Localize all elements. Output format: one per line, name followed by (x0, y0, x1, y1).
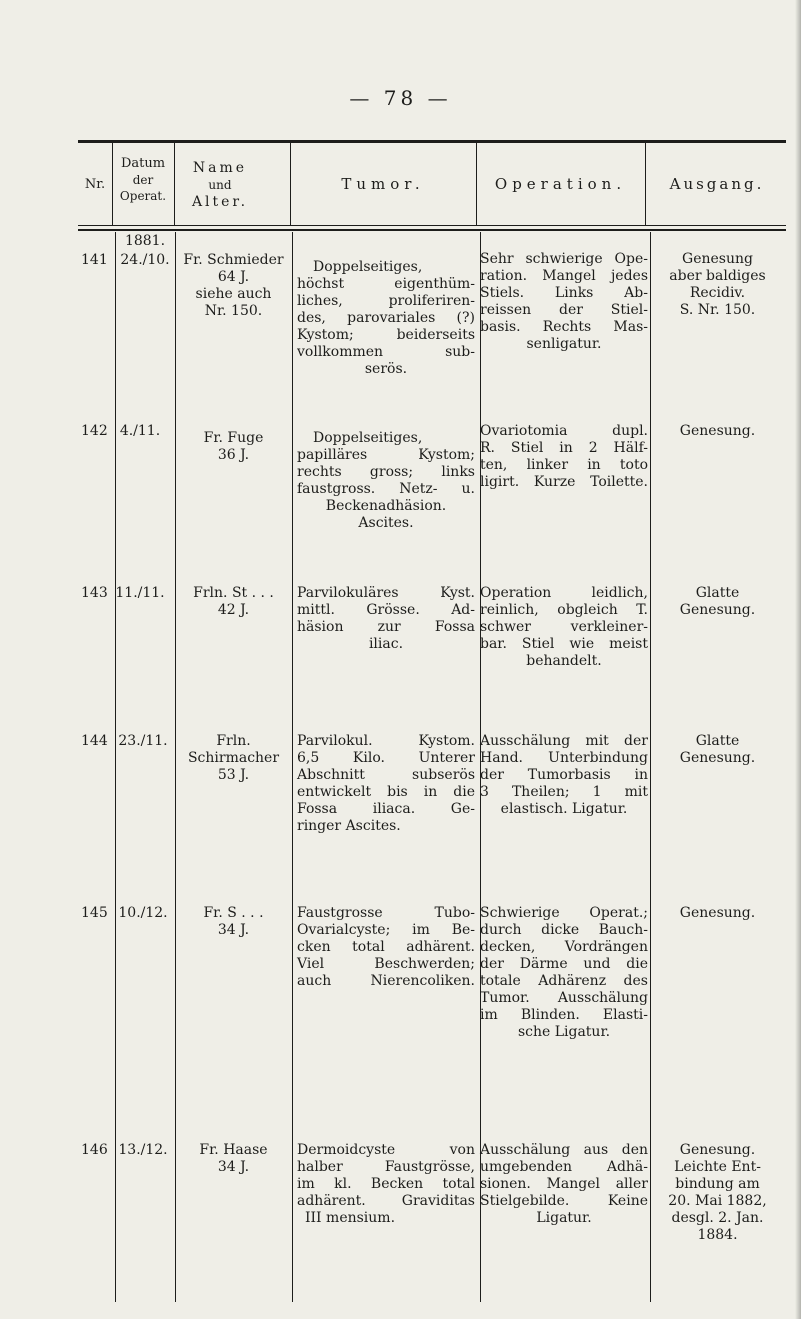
row-tumor-line: Doppelseitiges, (313, 259, 423, 275)
row-name-line: siehe auch (195, 286, 272, 302)
row-tumor-line: 6,5 Kilo. Unterer (297, 750, 475, 766)
row-date: 24./10. (120, 252, 170, 268)
row-operation-line: elastisch. Ligatur. (500, 801, 628, 817)
row-tumor-line: adhärent. Graviditas (297, 1193, 475, 1209)
row-operation-line: decken, Vordrängen (480, 939, 648, 955)
header-name-line: Name (192, 160, 248, 176)
row-tumor-line: auch Nierencoliken. (297, 973, 475, 989)
row-operation-line: senligatur. (526, 336, 602, 352)
row-name (175, 252, 292, 320)
row-outcome-line: 1884. (697, 1227, 738, 1243)
header-tumor: Tumor. (341, 175, 425, 193)
row-tumor-line: papilläres Kystom; (297, 447, 475, 463)
row-name-line: 34 J. (217, 922, 250, 938)
row-tumor (297, 905, 475, 990)
row-name-line: Fr. S . . . (203, 905, 264, 921)
row-tumor-line: häsion zur Fossa (297, 619, 475, 635)
row-outcome (650, 251, 785, 319)
row-date: 10./12. (118, 905, 168, 921)
row-name-line: Frln. (216, 733, 251, 749)
header-ausgang: Ausgang. (669, 175, 765, 193)
row-date: 23./11. (118, 733, 168, 749)
row-outcome-line: Genesung. (679, 750, 756, 766)
row-operation (480, 905, 648, 1041)
year-label: 1881. (124, 233, 166, 249)
row-name-line: Fr. Haase (199, 1142, 268, 1158)
row-name (175, 585, 292, 619)
row-operation (480, 1142, 648, 1227)
row-operation-line: reissen der Stiel- (480, 302, 648, 318)
row-operation-line: reinlich, obgleich T. (480, 602, 648, 618)
row-tumor-line: Dermoidcyste von (297, 1142, 475, 1158)
row-tumor (297, 430, 475, 532)
row-nr: 141 (81, 252, 108, 268)
row-operation-line: der Därme und die (480, 956, 648, 972)
row-outcome-line: Genesung. (679, 602, 756, 618)
row-operation-line: R. Stiel in 2 Hälf- (480, 440, 648, 456)
row-name-line: Nr. 150. (204, 303, 263, 319)
row-name (175, 905, 292, 939)
row-tumor-line: mittl. Grösse. Ad- (297, 602, 475, 618)
header-bottom-rule (78, 225, 786, 226)
row-operation-line: Schwierige Operat.; (480, 905, 648, 921)
row-outcome-line: bindung am (675, 1176, 760, 1192)
row-tumor-line: halber Faustgrösse, (297, 1159, 475, 1175)
row-operation-line: basis. Rechts Mas- (480, 319, 648, 335)
header-name-line: Alter. (191, 194, 249, 210)
row-operation-line: totale Adhärenz des (480, 973, 648, 989)
row-operation-line: Ausschälung aus den (480, 1142, 648, 1158)
header-datum (112, 156, 174, 204)
row-date: 11./11. (115, 585, 165, 601)
row-name-line: 42 J. (217, 602, 250, 618)
row-name-line: 53 J. (217, 767, 250, 783)
row-operation-line: Tumor. Ausschälung (480, 990, 648, 1006)
table-top-rule (78, 140, 786, 143)
row-operation-line: Sehr schwierige Ope- (480, 251, 648, 267)
row-tumor-line: Doppelseitiges, (313, 430, 423, 446)
row-operation-line: Stielgebilde. Keine (480, 1193, 648, 1209)
row-operation-line: ligirt. Kurze Toilette. (480, 474, 648, 490)
row-operation-line: Hand. Unterbindung (480, 750, 648, 766)
row-outcome-line: aber baldiges (669, 268, 766, 284)
row-outcome (650, 585, 785, 619)
row-tumor-line: Abschnitt subserös (297, 767, 475, 783)
row-outcome-line: Genesung. (679, 905, 756, 921)
row-operation-line: 3 Theilen; 1 mit (480, 784, 648, 800)
header-operation: Operation. (494, 175, 627, 193)
row-nr: 142 (81, 423, 108, 439)
row-operation-line: Ausschälung mit der (480, 733, 648, 749)
row-outcome-line: Leichte Ent- (674, 1159, 761, 1175)
row-name-line: Fr. Schmieder (183, 252, 284, 268)
row-tumor-line: Viel Beschwerden; (297, 956, 475, 972)
row-operation-line: sionen. Mangel aller (480, 1176, 648, 1192)
row-outcome-line: Genesung. (679, 1142, 756, 1158)
header-bottom-rule-2 (78, 229, 786, 231)
row-operation-line: Stiels. Links Ab- (480, 285, 648, 301)
row-outcome-line: Glatte (695, 585, 740, 601)
col-divider (645, 143, 646, 225)
row-operation-line: Ligatur. (536, 1210, 592, 1226)
row-name-line: Frln. St . . . (193, 585, 274, 601)
row-operation-line: ration. Mangel jedes (480, 268, 648, 284)
row-name-line: 36 J. (217, 447, 250, 463)
row-outcome-line: S. Nr. 150. (679, 302, 756, 318)
row-tumor (297, 259, 475, 378)
row-tumor-line: rechts gross; links (297, 464, 475, 480)
row-nr: 146 (81, 1142, 108, 1158)
row-outcome-line: Genesung. (679, 423, 756, 439)
header-datum-line: Datum (120, 156, 166, 171)
row-name (175, 733, 292, 784)
row-operation-line: ten, linker in toto (480, 457, 648, 473)
header-datum-line: der (132, 173, 154, 187)
row-operation-line: Operation leidlich, (480, 585, 648, 601)
header-name-line: und (208, 178, 232, 192)
row-outcome-line: Recidiv. (689, 285, 746, 301)
row-operation-line: behandelt. (526, 653, 602, 669)
row-operation (480, 251, 648, 353)
row-operation (480, 423, 648, 491)
row-tumor-line: Ascites. (358, 515, 414, 531)
row-tumor-line: cken total adhärent. (297, 939, 475, 955)
row-operation-line: Ovariotomia dupl. (480, 423, 648, 439)
page-edge-shadow (795, 0, 801, 1319)
row-tumor (297, 585, 475, 653)
row-operation-line: im Blinden. Elasti- (480, 1007, 648, 1023)
row-tumor-line: im kl. Becken total (297, 1176, 475, 1192)
row-tumor-line: höchst eigenthüm- (297, 276, 475, 292)
row-date: 4./11. (119, 423, 161, 439)
row-nr: 144 (81, 733, 108, 749)
row-tumor-line: Faustgrosse Tubo- (297, 905, 475, 921)
row-tumor-line: Parvilokul. Kystom. (297, 733, 475, 749)
row-outcome-line: Genesung (682, 251, 753, 267)
row-operation (480, 733, 648, 818)
row-nr: 145 (81, 905, 108, 921)
header-nr: Nr. (84, 177, 106, 192)
row-tumor-line: Ovarialcyste; im Be- (297, 922, 475, 938)
row-tumor-line: des, parovariales (?) (297, 310, 475, 326)
row-outcome (650, 905, 785, 922)
row-tumor-line: Beckenadhäsion. (325, 498, 447, 514)
row-outcome-line: desgl. 2. Jan. (671, 1210, 764, 1226)
row-tumor-line: liches, proliferiren- (297, 293, 475, 309)
row-outcome-line: Glatte (695, 733, 740, 749)
row-tumor-line: Kystom; beiderseits (297, 327, 475, 343)
row-outcome (650, 1142, 785, 1244)
row-name-line: 64 J. (217, 269, 250, 285)
col-divider (292, 232, 293, 1302)
row-operation (480, 585, 648, 670)
header-name (174, 160, 290, 211)
row-name-line: Schirmacher (187, 750, 280, 766)
row-name (175, 430, 292, 464)
header-datum-line: Operat. (119, 189, 167, 203)
row-tumor-line: Parvilokuläres Kyst. (297, 585, 475, 601)
page-number: — 78 — (349, 86, 452, 110)
row-tumor-line: ringer Ascites. (297, 818, 401, 834)
row-name-line: 34 J. (217, 1159, 250, 1175)
row-operation-line: der Tumorbasis in (480, 767, 648, 783)
row-nr: 143 (81, 585, 108, 601)
row-name (175, 1142, 292, 1176)
row-operation-line: sche Ligatur. (517, 1024, 611, 1040)
row-tumor-line: iliac. (368, 636, 404, 652)
row-outcome-line: 20. Mai 1882, (668, 1193, 767, 1209)
row-date: 13./12. (118, 1142, 168, 1158)
row-tumor-line: III mensium. (305, 1210, 396, 1226)
row-tumor-line: entwickelt bis in die (297, 784, 475, 800)
row-name-line: Fr. Fuge (203, 430, 264, 446)
row-tumor (297, 733, 475, 835)
row-tumor-line: serös. (364, 361, 408, 377)
row-outcome (650, 423, 785, 440)
row-tumor-line: vollkommen sub- (297, 344, 475, 360)
row-operation-line: schwer verkleiner- (480, 619, 648, 635)
row-operation-line: durch dicke Bauch- (480, 922, 648, 938)
row-tumor (297, 1142, 475, 1227)
row-outcome (650, 733, 785, 767)
row-operation-line: bar. Stiel wie meist (480, 636, 648, 652)
row-tumor-line: Fossa iliaca. Ge- (297, 801, 475, 817)
row-operation-line: umgebenden Adhä- (480, 1159, 648, 1175)
row-tumor-line: faustgross. Netz- u. (297, 481, 475, 497)
